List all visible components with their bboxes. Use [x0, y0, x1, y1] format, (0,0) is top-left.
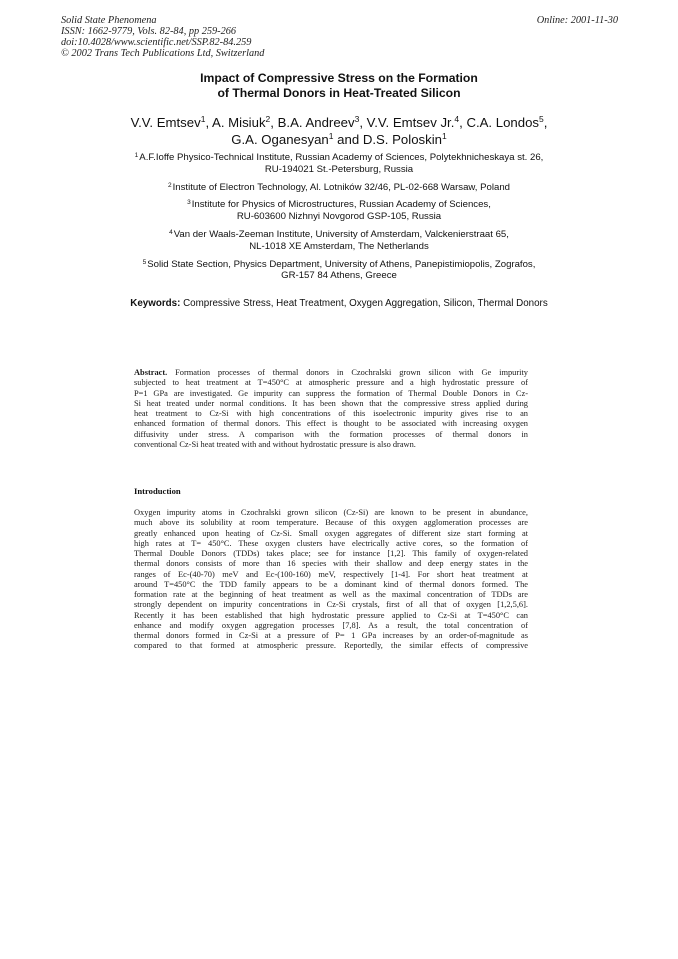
abstract-line: subjected to heat treatment at T=450°C at atmospheric pressure and a high hydrostatic pressure of [134, 378, 528, 388]
author-affiliation-mark: 4 [454, 114, 460, 124]
abstract-line: Si heat treated under normal conditions. It has been shown that the compressive stress applied during [134, 398, 528, 408]
body-line: enhance and modify oxygen aggregation processes [7,8]. As a result, the total concentration of [134, 620, 528, 630]
author-name: B.A. Andreev [277, 115, 355, 130]
title-line-1: Impact of Compressive Stress on the Formation [200, 71, 478, 85]
abstract-line: enhanced formation of thermal donors. This effect is thought to be associated with increasing oxygen [134, 419, 528, 429]
affiliations [0, 152, 678, 288]
abstract-section [134, 368, 528, 450]
author-name: G.A. Oganesyan [231, 132, 329, 147]
affiliation-1 [0, 152, 678, 176]
author-name: A. Misiuk [212, 115, 266, 130]
body-line: formation rate at the beginning of heat treatment as well as the maximal concentration of TDDs are [134, 590, 528, 599]
author-name: D.S. Poloskin [362, 132, 442, 147]
body-line: greatly enhanced upon heating of Cz-Si. Small oxygen aggregates of different size start forming at [134, 528, 528, 538]
abstract-text: Formation processes of thermal donors in Czochralski grown silicon with Ge impurity [167, 368, 528, 377]
body-line: high rates at T= 450°C. These oxygen clusters have electrically active cores, so the formation of [134, 538, 528, 548]
affiliation-number: 1 [134, 152, 139, 159]
affiliation-number: 2 [167, 181, 172, 189]
online-date: Online: 2001-11-30 [536, 15, 618, 26]
author-affiliation-mark: 1 [328, 131, 334, 141]
affiliation-2 [0, 182, 678, 194]
copyright-line: © 2002 Trans Tech Publications Ltd, Switzerland [61, 48, 265, 59]
author-affiliation-mark: 1 [442, 131, 447, 141]
affiliation-text: Solid State Section, Physics Department, University of Athens, Panepistimiopolis, Zografos, [147, 258, 536, 270]
affiliation-text: RU-194021 St.-Petersburg, Russia [264, 163, 414, 175]
abstract-line: diffusivity under stress. A comparison with the formation processes of thermal donors in [134, 429, 528, 439]
issn-line: ISSN: 1662-9779, Vols. 82-84, pp 259-266 [61, 26, 237, 37]
author-name: C.A. Londos [466, 115, 540, 130]
affiliation-number: 4 [169, 228, 173, 236]
journal-header [61, 15, 381, 59]
abstract-line: conventional Cz-Si heat treated with and without hydrostatic pressure is also drawn. [134, 439, 416, 449]
abstract-label: Abstract. [134, 368, 168, 377]
body-line: compared to that formed at atmospheric pressure. Reportedly, the similar effects of compressive [134, 641, 528, 651]
affiliation-text: GR-157 84 Athens, Greece [281, 270, 397, 282]
author-affiliation-mark: 5 [539, 114, 544, 124]
body-line: strongly dependent on impurity concentrations in Cz-Si crystals, first of all that of oxygen [1,2,5,6]. [134, 600, 528, 610]
author-line-2 [0, 131, 678, 148]
affiliation-3 [0, 199, 678, 223]
body-line: ranges of Ec-(40-70) meV and Ec-(100-160) meV, respectively [1-4]. For short heat treatment at [134, 569, 528, 579]
body-line: Thermal Double Donors (TDDs) takes place; see for instance [1,2]. This family of oxygen-related [134, 549, 528, 558]
affiliation-number: 5 [142, 258, 147, 266]
paper-title [0, 71, 678, 100]
author-list [0, 114, 678, 148]
body-line: thermal donors consists of more than 16 species with their shallow and deep energy states in the [134, 559, 528, 569]
author-separator: , [270, 115, 278, 130]
introduction-heading: Introduction [134, 486, 181, 496]
introduction-section [134, 508, 528, 652]
body-line: around T=450°C the TDD family appears to be a dominant kind of thermal donors formed. The [134, 579, 528, 589]
affiliation-text: A.F.Ioffe Physico-Technical Institute, Russian Academy of Sciences, Polytekhnicheskaya st. 26, [139, 152, 544, 163]
author-line-1 [0, 114, 678, 131]
author-separator: , [359, 115, 367, 130]
journal-name: Solid State Phenomena [61, 15, 157, 26]
author-separator: , [543, 115, 548, 130]
author-affiliation-mark: 1 [200, 114, 206, 124]
author-name: V.V. Emtsev [130, 115, 201, 130]
author-separator: , [459, 115, 467, 130]
abstract-line [134, 368, 528, 378]
body-line: Recently it has been established that high hydrostatic pressure applied to Cz-Si at T=450°C can [134, 610, 528, 620]
keywords-label: Keywords: [130, 298, 181, 309]
abstract-line: P=1 GPa are investigated. Ge impurity can suppress the formation of Thermal Double Donors in Cz- [134, 388, 528, 398]
author-affiliation-mark: 3 [354, 114, 360, 124]
body-line: Oxygen impurity atoms in Czochralski grown silicon (Cz-Si) are known to be present in abundance, [134, 508, 528, 517]
affiliation-text: Institute of Electron Technology, Al. Lotników 32/46, PL-02-668 Warsaw, Poland [172, 181, 511, 193]
abstract-line: heat treatment to Cz-Si with high concentrations of this isoelectronic impurity gives rise to an [134, 409, 528, 418]
author-name: V.V. Emtsev Jr. [366, 115, 455, 130]
keywords-line [0, 298, 678, 310]
affiliation-text: RU-603600 Nizhnyi Novgorod GSP-105, Russia [236, 211, 442, 223]
author-affiliation-mark: 2 [265, 114, 271, 124]
affiliation-number: 3 [187, 199, 191, 207]
body-line: much above its solubility at room temperature. Because of this oxygen agglomeration processes are [134, 518, 528, 528]
author-separator: , [205, 115, 213, 130]
author-separator: and [333, 132, 363, 147]
keywords-text: Compressive Stress, Heat Treatment, Oxygen Aggregation, Silicon, Thermal Donors [183, 298, 548, 309]
affiliation-4 [0, 229, 678, 253]
body-line: thermal donors formed in Cz-Si at a pressure of P= 1 GPa increases by an order-of-magnitude as [134, 631, 528, 640]
affiliation-text: NL-1018 XE Amsterdam, The Netherlands [249, 240, 429, 252]
affiliation-text: Van der Waals-Zeeman Institute, University of Amsterdam, Valckenierstraat 65, [173, 228, 509, 240]
doi-line[interactable]: doi:10.4028/www.scientific.net/SSP.82-84.259 [61, 37, 252, 48]
affiliation-5 [0, 259, 678, 283]
title-line-2: of Thermal Donors in Heat-Treated Silicon [217, 85, 461, 100]
affiliation-text: Institute for Physics of Microstructures, Russian Academy of Sciences, [191, 199, 491, 211]
